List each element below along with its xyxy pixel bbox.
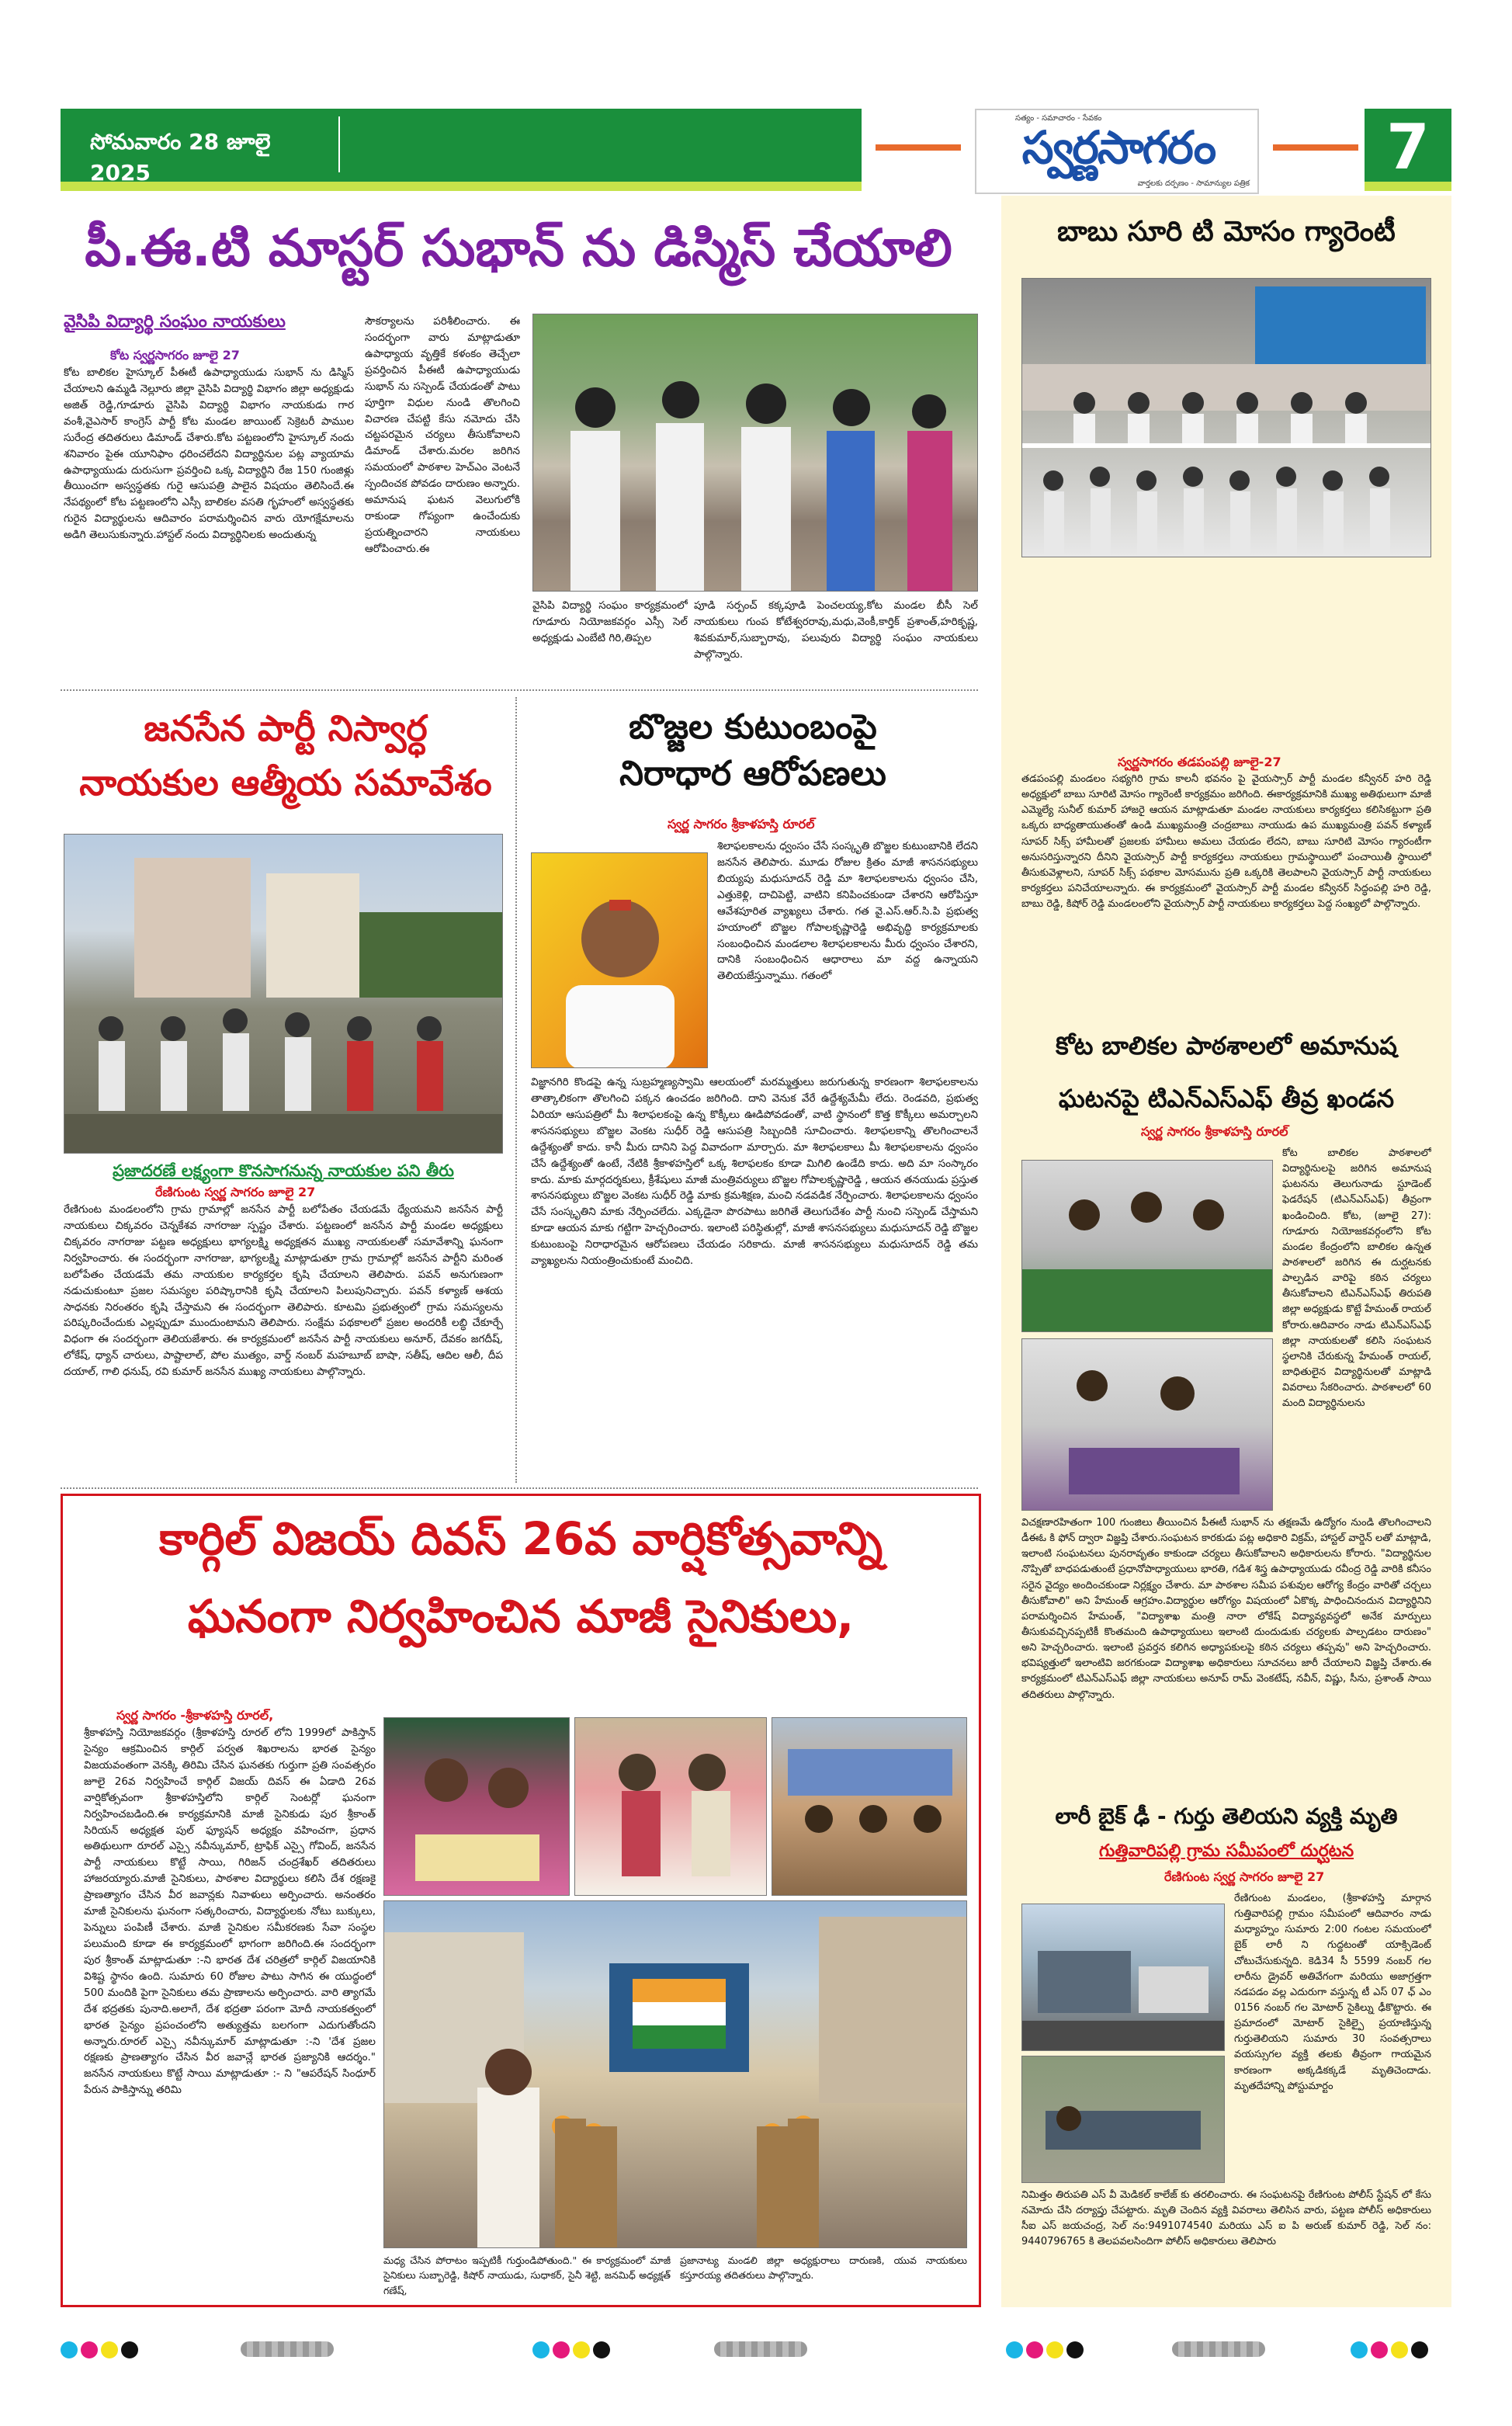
reg-bar-3	[1172, 2341, 1265, 2357]
story2-headline-2: నాయకుల ఆత్మీయ సమావేశం	[79, 762, 492, 803]
reg-dot-cyan-1	[61, 2341, 78, 2358]
story3-col-right: శిలాఫలకాలను ధ్వంసం చేసే సంస్కృతి బొజ్జల కుటుంబానికి లేదని జనసేన తెలిపారు. మూడు రోజుల క్రితం మాజీ శాసనసభ్యులు బియ్యపు మధుసూదన్ రెడ్డి మా శిలాఫలకాలను ధ్వంసం చేసి, ఎత్తుకెళ్లి, దాచిపెట్టి, వాటిని కనిపించకుండా చేశారని ఆరోపిస్తూ ఆవేశపూరిత వ్యాఖ్యలు చేశారు. గత వై.ఎస్.ఆర్.సి.పి ప్రభుత్వ హయాంలో బొజ్జల గోపాలకృష్ణారెడ్డి అభివృద్ధి కార్యక్రమాలకు సంబంధించిన మండలాల శిలాఫలకాలను మీరు ధ్వంసం చేశారని, దానికి సంబంధించిన ఆధారాలు మా వద్ద ఉన్నాయని తెలియజేస్తున్నాము. గతంలో	[717, 840, 978, 983]
divider-story2-3	[61, 1487, 978, 1489]
story1-subhead: వైసిపి విద్యార్థి సంఘం నాయకులు	[64, 312, 286, 331]
story1-col1: కోట బాలికల హైస్కూల్ పీఈటీ ఉపాధ్యాయుడు సుభాన్ ను డిస్మిస్ చేయాలని ఉమ్మడి నెల్లూరు జిల్లా వైసిపి విద్యార్థి విభాగం జిల్లా అధ్యక్షుడు అజిత్ రెడ్డి,గూడూరు వైసిపి విద్యార్థి విభాగం నాయకుడు గార వంశీ,వైఎసార్ కాంగ్రెస్ పార్టీ కోట మండల జాయింట్ సెక్రెటరీ పాముల సురేంద్ర తదితరులు డిమాండ్ చేశారు.కోట పట్టణంలోని హైస్కూల్ నందు శనివారం పైఈ యూనిఫాం ధరించలేదని విద్యార్థినుల పట్ల వ్యాయామ ఉపాధ్యాయుడు దురుసుగా ప్రవర్తించి ఒక్క విద్యార్థిని రేజ 150 గుంజిళ్లు తీయించగా అస్వస్థతకు గురై ఆసుపత్రి పాలైన విషయం తెలిసిందే.ఈ నేపథ్యంలో కోట పట్టణంలోని ఎస్సీ బాలికల వసతి గృహంలో అస్వస్థతకు గురైన విద్యార్థులను ఆదివారం పరామర్శించిన వారు యోగక్షేమాలను అడిగి తెలుసుకున్నారు.హాస్టల్ నందు విద్యార్థినిలకు అందుతున్న	[64, 366, 354, 542]
story1-col4: పూడి సర్పంచ్ కక్కపూడి పెంచలయ్య,కోట మండల బీసీ సెల్ నాయకులు గుంప కోటేశ్వరరావు,మధు,వెంకీ,కార్తిక్ ప్రశాంత్,హరికృష్ణ, శివకుమార్,సుబ్బారావు, పలువురు విద్యార్థి సంఘం నాయకులు పాల్గొన్నారు.	[694, 599, 978, 661]
logo-wordmark: స్వర్ణసాగరం	[1021, 121, 1215, 174]
reg-dot-black-4	[1411, 2341, 1428, 2358]
story4-photo-3-art	[772, 1718, 967, 1896]
story2-headline-1: జనసేన పార్టీ నిస్వార్ధ	[144, 707, 428, 749]
story4-headline-2: ఘనంగా నిర్వహించిన మాజీ సైనికులు,	[187, 1590, 855, 1643]
sidebar-photo-2b-art	[1022, 1339, 1273, 1511]
sidebar-photo-3a-art	[1022, 1904, 1225, 2051]
reg-dot-magenta-2	[553, 2341, 570, 2358]
masthead-rule-right	[1273, 144, 1358, 151]
story3-photo	[531, 852, 708, 1068]
sidebar-photo-1-art	[1022, 279, 1431, 557]
reg-dot-cyan-2	[532, 2341, 550, 2358]
sidebar-h2-line1: కోట బాలికల పాఠశాలలో అమానుష	[1056, 1031, 1397, 1060]
story4-headline-1: కార్గిల్ విజయ్ దివస్ 26వ వార్షికోత్సవాన్ని	[158, 1512, 883, 1565]
sidebar-photo-3b-art	[1022, 2056, 1225, 2183]
logo-top-line: సత్యం - సమాచారం - సేవకం	[1015, 114, 1102, 123]
masthead-rule-left	[876, 144, 961, 151]
story4-photo-1	[383, 1717, 570, 1896]
reg-dot-cyan-4	[1351, 2341, 1368, 2358]
reg-dot-magenta-1	[81, 2341, 98, 2358]
reg-dot-cyan-3	[1006, 2341, 1023, 2358]
sidebar-sub3: గుత్తివారిపల్లి గ్రామ సమీపంలో దుర్ఘటన	[1098, 1841, 1354, 1861]
sidebar-text-3-side: రేణిగుంట మండలం, (శ్రీకాళహస్తి మార్గాన గుత్తివారిపల్లి గ్రామం సమీపంలో ఆదివారం నాడు మధ్యాహ్నం సుమారు 2:00 గంటల సమయంలో బైక్ లారీ ని గుద్దటంతో యాక్సిడెంట్ చోటుచేసుకున్నది. కెడి34 సీ 5599 నంబర్ గల లారీను డ్రైవర్ అతివేగంగా మరియు అజాగ్రత్తగా నడపడం వల్ల ఎదురుగా వస్తున్న టీ ఎస్ 07 ఛ్ ఎం 0156 నంబర్ గల మోటార్ సైకిల్ను ఢీకొట్టారు. ఈ ప్రమాదంలో మోటార్ సైకిల్పై ప్రయాణిస్తున్న గుర్తుతెలియని సుమారు 30 సంవత్సరాలు వయస్సుగల వ్యక్తి తలకు తీవ్రంగా గాయమైన కారణంగా అక్కడికక్కడే మృతిచెందాడు. మృతదేహాన్ని పోస్టుమార్టం	[1234, 1893, 1431, 2092]
divider-story1	[61, 689, 978, 691]
story4-col1: శ్రీకాళహస్తి నియోజకవర్గం (శ్రీకాళహస్తి రూరల్ లోని 1999లో పాకిస్తాన్ సైన్యం ఆక్రమించిన కార్గిల్ పర్వత శిఖరాలను భారత సైన్యం విజయవంతంగా వెనక్కి తిరిమి చేసిన ఘనతకు గుర్తుగా ప్రతి సంవత్సరం జూలై 26వ నిర్వహించే కార్గిల్ విజయ్ దివస్ ఈ ఏడాది 26వ వార్షికోత్సవంగా శ్రీకాళహస్తిలోని కార్గిల్ సెంటర్లో ఘనంగా నిర్వహించబడింది.ఈ కార్యక్రమానికి మాజీ సైనికుడు పుర శ్రీకాంత్ సిరియన్ అధ్యక్షత పుల్ ఫ్యూషన్ అధ్యక్షం వహించగా, ప్రధాన అతిథులుగా రూరల్ ఎస్సై నవీన్కుమార్, ట్రాఫిక్ ఎస్సై గోవింద్, జనసేన పార్టీ నాయకులు కొట్టే సాయి, గిరిజన్ చంద్రశేఖర్ తదితరులు హాజరయ్యారు.మాజీ సైనికులు, పాఠశాల విద్యార్థులు కలిసి దేశ రక్షణకై ప్రాణత్యాగం చేసిన వీర జవాన్లకు నివాళులు అర్పించారు. అనంతరం మాజీ సైనికులను ఘనంగా సత్కరించారు, విద్యార్థులకు నోటు బుక్కులు, పెన్నులు పంపిణీ చేశారు. మాజీ సైనికుల సమీకరణకు సేవా సంస్థల పలుమంది కూడా ఈ కార్యక్రమంలో భాగంగా జరిగింది.ఈ సందర్భంగా పుర శ్రీకాంత్ మాట్లాడుతూ :-ని భారత దేశ చరిత్రలో కార్గిల్ విజయానికి విశిష్ట స్థానం ఉంది. సుమారు 60 రోజుల పాటు సాగిన ఈ యుద్ధంలో 500 మందికి పైగా సైనికులు తమ ప్రాణాలను అర్పించారు. వారి త్యాగమే దేశ భద్రతకు పునాది.అలాగే, దేశ భద్రతా పరంగా మోదీ నాయకత్వంలో భారత సైన్యం ప్రపంచంలోని అత్యుత్తమ బలగంగా ఎదుగుతోందని అన్నారు.రూరల్ ఎస్సై నవీన్కుమార్ మాట్లాడుతూ :-ని 'దేశ ప్రజల రక్షణకు ప్రాణత్యాగం చేసిన వీర జవాన్లే భారత ప్రజ్యానికి ఆదర్శం." జనసేన నాయకులు కొట్టే సాయి మాట్లాడుతూ :- ని "ఆపరేషన్ సింధూర్ పేరున పాకిస్తాన్ను తరిమి	[84, 1727, 376, 2097]
reg-dot-yellow-4	[1391, 2341, 1408, 2358]
sidebar-photo-2b	[1021, 1338, 1273, 1511]
story1-col3: వైసిపి విద్యార్థి సంఘం కార్యక్రమంలో గూడూరు నియోజకవర్గం ఎస్సీ సెల్ అధ్యక్షుడు ఎంబేటి గిరి,తిప్పల	[532, 599, 688, 644]
sidebar-photo-1	[1021, 278, 1431, 557]
sidebar-byline-3: రేణిగుంట స్వర్ణ సాగరం జూలై 27	[1164, 1869, 1325, 1884]
story3-headline-1: బొజ్జల కుటుంబంపై	[629, 707, 877, 747]
story4-photo-2-art	[575, 1718, 767, 1896]
sidebar-photo-3a	[1021, 1904, 1225, 2051]
story1-photo-figures	[533, 314, 978, 592]
sidebar-text-3-full: నిమిత్తం తిరుపతి ఎస్ వీ మెడికల్ కాలేజ్ కు తరలించారు. ఈ సంఘటనపై రేణిగుంట పోలీస్ స్టేషన్ లో కేసు నమోదు చేసి దర్యాప్తు చేపట్టారు. మృతి చెందిన వ్యక్తి వివరాలు తెలిసిన వారు, పట్టణ పోలీస్ అధికారులు సీఐ ఎస్ జయచంద్ర, సెల్ నం:9491074540 మరియు ఎస్ ఐ పి అరుణ్ కుమార్ రెడ్డి, సెల్ నం: 9440796765 కి తెలపవలసిందిగా పోలీస్ అధికారులు తెలిపారు	[1021, 2189, 1431, 2248]
reg-dot-magenta-4	[1371, 2341, 1388, 2358]
reg-dot-yellow-2	[573, 2341, 590, 2358]
story2-byline: రేణిగుంట స్వర్ణ సాగరం జూలై 27	[155, 1185, 316, 1199]
story4-caption-right: ప్రజానాట్య మండలి జిల్లా అధ్యక్షురాలు దారుణకి, యువ నాయకులు కస్తూరయ్య తదితరులు పాల్గొన్నారు.	[680, 2254, 967, 2282]
reg-dot-magenta-3	[1026, 2341, 1043, 2358]
reg-bar-1	[241, 2341, 334, 2357]
reg-bar-2	[714, 2341, 807, 2357]
sidebar-text-2-full: విచక్షణారహితంగా 100 గుంజిలు తీయించిన పీఈటీ సుభాన్ ను తక్షణమే ఉద్యోగం నుండి తొలగించాలని డీఈఓ కి ఫోన్ ద్వారా విజ్ఞప్తి చేశారు.సంఘటన కారకుడు పట్ల అధికారి విక్రమ్, హాస్టల్ వార్డెన్ లతో మాట్లాడి, ఇలాంటి సంఘటనలు పునరావృతం కాకుండా చర్యలు తీసుకోవాలని అధికారులను కోరారు. "విద్యార్థినుల నొప్పితో బాధపడుతుంటే ప్రధానోపాధ్యాయులు భారతి, గడిశ శిస్త్ర ఉపాధ్యాయుడు రవీంద్ర రెడ్డి వారికి కనీసం సరైన వైద్యం అందించకుండా నిర్లక్ష్యం చేశారు. మా పాఠశాల సమీప పశువుల ఆరోగ్య కేంద్రం వారితో చర్చలు తీసుకోవాలి" అని హేమంత్ ఆగ్రహం.విద్యార్థుల ఆరోగ్యం విషయంలో ఏకొక్క పాధించినందున విద్యార్థినిని పరామర్శించిన హేమంత్, "విద్యాశాఖ మంత్రి నారా లోకేష్ విద్యావ్యవస్థలో అనేక మార్పులు తీసుకువచ్చినప్పటికీ కొంతమంది ఉపాధ్యాయులు ఇలాంటి దుందుడుకు చర్యలకు పాల్పడటం దారుణం" అని హెచ్చరించారు. ఇలాంటి ప్రవర్తన కలిగిన అధ్యాపకులపై కఠిన చర్యలు తప్పవు" అని హెచ్చరించారు. భవిష్యత్తులో ఇలాంటివి జరగకుండా విద్యాశాఖ అధికారులు సూచనలు జారీ చేయాలని విజ్ఞప్తి చేశారు.ఈ కార్యక్రమంలో టిఎన్ఎస్ఎఫ్ జిల్లా నాయకులు అనూప్ రామ్ వెంకటేష్, నవీన్, విష్ణు, సీను, ప్రశాంత్ సాయి తదితరులు పాల్గొన్నారు.	[1021, 1517, 1431, 1701]
logo-tagline: వార్తలకు దర్పణం - సామాన్యుల పత్రిక	[1137, 179, 1250, 188]
story4-photo-3	[772, 1717, 967, 1896]
story3-body-full: విజ్ఞానగిరి కొండపై ఉన్న సుబ్రహ్మణ్యస్వామి ఆలయంలో మరమ్మత్తులు జరుగుతున్న కారణంగా శిలాఫలకాలను తాత్కాలికంగా తొలగించి పక్కన ఉంచడం జరిగింది. దాని వెనుక వేరే ఉద్దేశ్యమేమీ లేదు. రెండవది, ప్రభుత్వ ఏరియా ఆసుపత్రిలో మీ శిలాఫలకంపై ఉన్న కొక్కీలు ఊడిపోవడంతో, వాటి స్థానంలో కొత్త కొక్కీలు అమర్చాలని శాసనసభ్యులు బొజ్జల వెంకట సుధీర్ రెడ్డి ఆసుపత్రి సిబ్బందికి సూచించారు. శిలాఫలకాన్ని తొలగించాలనే ఉద్దేశ్యంతో కాదు. కానీ మీరు దానిని పెద్ద వివాదంగా మార్చారు. మా శిలాఫలకాలు మీ శిలాఫలకాలను ధ్వంసం చేసే ఉద్దేశ్యంతో ఉంటే, నేటికి శ్రీకాళహస్తిలో ఒక్క శిలాఫలకం కూడా మిగిలి ఉండేది కాదు. అది మా సంస్కారం కాదు. మాకు మార్గదర్శకులు, క్రీశేషులు మాజీ మంత్రివర్యులు బొజ్జల గోపాలకృష్ణారెడ్డి , ఆయన తనయుడు ప్రస్తుత శాసనసభ్యులు బొజ్జల వెంకట సుధీర్ రెడ్డి మాకు క్రమశిక్షణ, మంచి నడవడిక నేర్పించారు. శిలాఫలకాలను ధ్వంసం చేసే సంస్కృతిని మాకు నేర్పించలేదు. ఎక్కడైనా పొరపాటు జరిగితే తెలుగుదేశం పార్టీ నుంచి సస్పెండ్ చేస్తామని కూడా ఆయన మాకు గట్టిగా హెచ్చరించారు. ఇలాంటి పరిస్థితుల్లో, మాజీ శాసనసభ్యులు మధుసూదన్ రెడ్డి బొజ్జల కుటుంబంపై నిరాధారమైన ఆరోపణలు చేయడం సరికాదు. మాజీ శాసనసభ్యులు మధుసూదన్ రెడ్డి తమ వ్యాఖ్యలను నియంత్రించుకుంటే మంచిది.	[531, 1076, 978, 1268]
masthead-logo	[975, 109, 1259, 194]
story4-caption-left: మధ్య చేసిన పోరాటం ఇప్పటికీ గుర్తుండిపోతుంది." ఈ కార్యక్రమంలో మాజీ సైనికులు సుబ్బారెడ్డి, కిషోర్ నాయుడు, సుధాకర్, సైనీ శెట్టి, జనమిధ్ అధ్యక్షత్ గణేష్,	[383, 2254, 671, 2296]
reg-dot-yellow-3	[1046, 2341, 1063, 2358]
date-label: సోమవారం 28 జూలై 2025	[61, 116, 340, 172]
sidebar-byline-2: స్వర్ణ సాగరం శ్రీకాళహస్తి రూరల్	[1141, 1124, 1288, 1139]
sidebar-text-2-side: కోట బాలికల పాఠశాలలో విద్యార్థినులపై జరిగిన అమానుష ఘటనను తెలుగునాడు స్టూడెంట్ ఫెడరేషన్ (టిఎన్ఎస్ఎఫ్) తీవ్రంగా ఖండించింది. కోట, (జూలై 27): గూడూరు నియోజకవర్గంలోని కోట మండల కేంద్రంలోని బాలికల ఉన్నత పాఠశాలలో జరిగిన ఈ దుర్ఘటనకు పాల్పడిన వారిపై కఠిన చర్యలు తీసుకోవాలని టిఎన్ఎస్ఎఫ్ తిరుపతి జిల్లా అధ్యక్షుడు కొట్టే హేమంత్ రాయల్ కోరారు.ఆదివారం నాడు టిఎన్ఎస్ఎఫ్ జిల్లా నాయకులతో కలిసి సంఘటన స్థలానికి చేరుకున్న హేమంత్ రాయల్, బాధితులైన విద్యార్థినులతో మాట్లాడి వివరాలు సేకరించారు. పాఠశాలలో 60 మంది విద్యార్థినులను	[1282, 1147, 1431, 1410]
story4-byline: స్వర్ణ సాగరం -శ్రీకాళహస్తి రూరల్,	[116, 1708, 274, 1723]
sidebar-photo-2a	[1021, 1160, 1273, 1332]
story2-body: రేణిగుంట మండలంలోని గ్రామ గ్రామాల్లో జనసేన పార్టీ బలోపేతం చేయడమే ధ్యేయమని జనసేన పార్టీ నాయకులు చిక్కవరం చెన్నకేశవ నాగరాజు స్పష్టం చేశారు. పట్టణంలో జనసేన పార్టీ మండల అధ్యక్షులు చిక్కవరం నాగరాజు పట్టణ అధ్యక్షులు భాగ్యలక్ష్మి అధ్యక్షతన ముఖ్య నాయకులతో సమావేశాన్ని ఘనంగా నిర్వహించారు. ఈ సందర్భంగా నాగరాజు, భాగ్యలక్ష్మి మాట్లాడుతూ గ్రామ గ్రామాల్లో జనసేన పార్టీని మరింత బలోపేతం చేయడమే తమ నాయకుల కార్యకర్తల కృషి చేయాలని తెలిపారు. పవన్ అనుగుణంగా నడుచుకుంటూ ప్రజల సమస్యల పరిష్కారానికి కృషి చేయాలని పిలుపునిచ్చారు. పవన్ కళ్యాణ్ ఆశయ సాధనకు నిరంతరం కృషి చేస్తామని ఈ సందర్భంగా తెలిపారు. కూటమి ప్రభుత్వంలో గ్రామ సమస్యలను పరిష్కరించేందుకు ఎల్లప్పుడూ ముందుంటామని తెలిపారు. సంక్షేమ పథకాలలో ప్రజల అందరికీ లబ్ధి చేకూర్చే విధంగా ఈ సందర్భంగా తెలియజేశారు. ఈ కార్యక్రమంలో జనసేన పార్టీ నాయకులు అనూర్, దేవకం జగదీష్, లోకేష్, ధ్యాన్ చారులు, పాష్టాలాల్, పోల ముత్యం, వార్డ్ నంబర్ మహబూబ్ బాషా, సతీష్, ఆదిల ఆలీ, దీప దయాల్, గాలి ధనుష్, రవి కుమార్ జనసేన ముఖ్య నాయకులు పాల్గొన్నారు.	[64, 1203, 503, 1379]
reg-dot-black-3	[1066, 2341, 1084, 2358]
sidebar-h2-line2: ఘటనపై టిఎన్ఎస్ఎఫ్ తీవ్ర ఖండన	[1058, 1084, 1395, 1113]
story4-photo-main-art	[384, 1901, 967, 2248]
story3-byline: స్వర్ణ సాగరం శ్రీకాళహస్తి రూరల్	[668, 817, 815, 831]
story3-headline-2: నిరాధార ఆరోపణలు	[619, 754, 886, 793]
sidebar-photo-3b	[1021, 2056, 1225, 2183]
sidebar-byline-1: స్వర్ణసాగరం తడపంపల్లి జూలై-27	[1118, 755, 1281, 769]
sidebar-photo-2a-art	[1022, 1161, 1273, 1332]
page-number: 7	[1365, 109, 1451, 191]
story4-photo-1-art	[384, 1718, 570, 1896]
story2-photo-figures	[64, 835, 503, 1154]
reg-dot-black-1	[121, 2341, 138, 2358]
sidebar-h1: బాబు సూరి టి మోసం గ్యారెంటీ	[1057, 216, 1396, 248]
sidebar-text-1: తడపంపల్లి మండలం సభ్యగిరి గ్రామ కాలనీ భవనం పై వైయస్సార్ పార్టీ మండల కన్వీనర్ హరి రెడ్డి అధ్యక్షులో బాబు సూరిటి మోసం గ్యారెంటీ కార్యక్రమం జరిగింది. ఈకార్యక్రమానికి ముఖ్య అతిథులుగా మాజీ ఎమ్మెల్యే సునీల్ కుమార్ హాజరై ఆయన మాట్లాడుతూ మండల నాయకులు కార్యకర్తలు కలిసికట్టుగా ప్రతి ఒక్కరు బాధ్యతాయుతంతో ఉండి ముఖ్యమంత్రి చంద్రబాబు నాయుడు ఉప ముఖ్యమంత్రి పవన్ కళ్యాణ్ సూపర్ సిక్స్ హామీలతో ప్రజలకు హామీలు అమలు చేయడం లేదని, బాబు సూరిటి మోసం గ్యారంటీగా అనుసరిస్తున్నారని దీనిని వైయస్సార్ పార్టీ కార్యకర్తలు నాయకులు గ్రామస్థాయిలో పంచాయితీ స్థాయిలో తీసుకువెళ్లాలని, సూపర్ సిక్స్ పథకాల మోసమును ప్రతి ఒక్కరికి తెలపాలని వైయస్సార్ పార్టీ నాయకులు కార్యకర్తలు పనిచేయాలన్నారు. ఈ కార్యక్రమంలో వైయస్సార్ పార్టీ మండల కన్వీనర్ సిద్ధంపల్లి హరి రెడ్డి, బాబు రెడ్డి, కిషోర్ రెడ్డి మండలంలోని వైయస్సార్ పార్టీ నాయకులు కార్యకర్తలు పెద్ద సంఖ్యలో పాల్గొన్నారు.	[1021, 773, 1431, 911]
reg-dot-yellow-1	[101, 2341, 118, 2358]
story2-caption: ప్రజాదరణే లక్ష్యంగా కొనసాగనున్న నాయకుల పని తీరు	[113, 1161, 454, 1180]
story3-portrait	[532, 853, 708, 1068]
divider-vertical-mid	[515, 697, 517, 1483]
story4-photo-main	[383, 1900, 967, 2248]
sidebar-h3: లారీ బైక్ ఢీ - గుర్తు తెలియని వ్యక్తి మృతి	[1055, 1803, 1398, 1829]
story4-photo-2	[574, 1717, 767, 1896]
story1-headline: పీ.ఈ.టి మాస్టర్ సుభాన్ ను డిస్మిస్ చేయాలి	[85, 218, 952, 278]
story1-col2: సౌకర్యాలను పరిశీలించారు. ఈ సందర్భంగా వారు మాట్లాడుతూ ఉపాధ్యాయ వృత్తికే కళంకం తెచ్చేలా ప్రవర్తించిన పీఈటీ ఉపాధ్యాయుడు సుభాన్ ను సస్పెండ్ చేయడంతో పాటు పూర్తిగా విధుల నుండి తొలగించి విచారణ చేపట్టి కేసు నమోదు చేసి చట్టపరమైన చర్యలు తీసుకోవాలని డిమాండ్ చేశారు.మరల జరిగిన సమయంలో పాఠశాల హెచ్ఎం వెంటనే స్పందించక పోవడం దారుణం అన్నారు. అమానుష ఘటన వెలుగులోకి రాకుండా గోప్యంగా ఉంచేందుకు ప్రయత్నించారని నాయకులు ఆరోపించారు.ఈ	[365, 315, 520, 555]
story1-photo	[532, 314, 978, 592]
reg-dot-black-2	[593, 2341, 610, 2358]
story1-byline: కోట స్వర్ణసాగరం జూలై 27	[110, 348, 240, 363]
story2-photo	[64, 834, 503, 1154]
